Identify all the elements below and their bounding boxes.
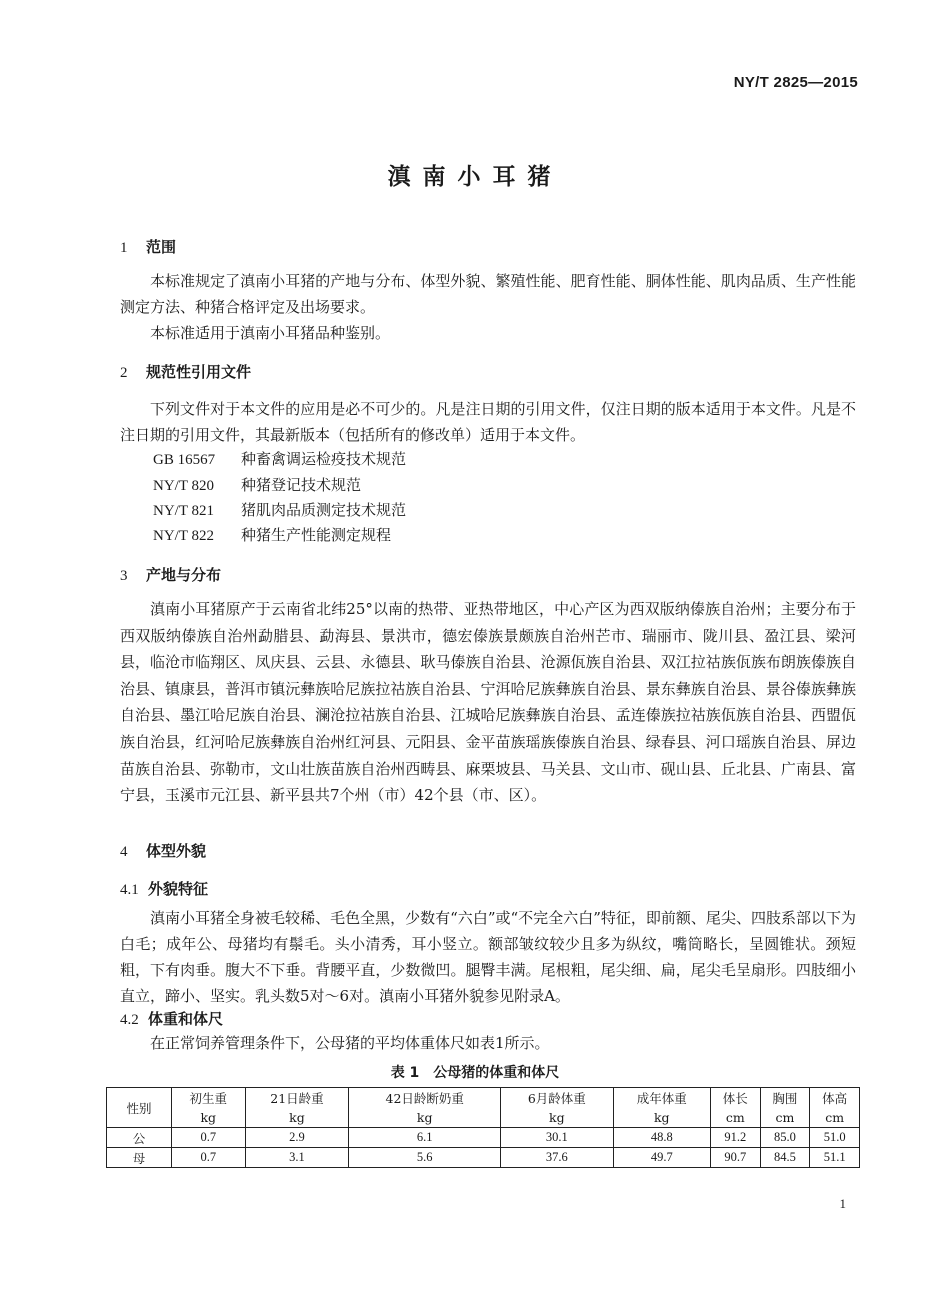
reference-title: 猪肌肉品质测定技术规范 bbox=[241, 501, 407, 519]
section-1-paragraph-1: 本标准规定了滇南小耳猪的产地与分布、体型外貌、繁殖性能、肥育性能、胴体性能、肌肉品质、生产性能测定方法、种猪合格评定及出场要求。 bbox=[120, 272, 856, 316]
table-cell-sex: 母 bbox=[107, 1148, 172, 1168]
table-row bbox=[107, 1128, 860, 1148]
table-header-unit: kg bbox=[245, 1108, 349, 1128]
table-cell: 51.1 bbox=[810, 1148, 860, 1168]
table-cell: 48.8 bbox=[613, 1128, 710, 1148]
reference-code: NY/T 822 bbox=[153, 528, 214, 544]
section-1-heading bbox=[120, 236, 176, 257]
section-3-paragraph-1: 滇南小耳猪原产于云南省北纬25°以南的热带、亚热带地区，中心产区为西双版纳傣族自治州；主要分布于西双版纳傣族自治州勐腊县、勐海县、景洪市，德宏傣族景颇族自治州芒市、瑞丽市、陇川县、盈江县、梁河县，临沧市临翔区、凤庆县、云县、永德县、耿马傣族自治县、沧源佤族自治县、双江拉祜族佤族布朗族傣族自治县、镇康县，普洱市镇沅彝族哈尼族拉祜族自治县、宁洱哈尼族彝族自治县、景东彝族自治县、景谷傣族彝族自治县、墨江哈尼族自治县、澜沧拉祜族自治县、江城哈尼族彝族自治县、孟连傣族拉祜族佤族自治县、西盟佤族自治县，红河哈尼族彝族自治州红河县、元阳县、金平苗族瑶族傣族自治县、绿春县、河口瑶族自治县、屏边苗族自治县、弥勒市，文山壮族苗族自治州西畴县、麻栗坡县、马关县、文山市、砚山县、丘北县、广南县、富宁县，玉溪市元江县、新平县共7个州（市）42个县（市、区）。 bbox=[120, 600, 856, 805]
reference-item bbox=[153, 474, 361, 495]
table-header-sex: 性别 bbox=[107, 1088, 172, 1128]
section-4-2-title: 体重和体尺 bbox=[148, 1010, 224, 1028]
reference-code: NY/T 820 bbox=[153, 478, 214, 494]
reference-code: NY/T 821 bbox=[153, 503, 214, 519]
table-1 bbox=[106, 1087, 860, 1168]
table-cell: 37.6 bbox=[501, 1148, 614, 1168]
section-1-number: 1 bbox=[120, 240, 128, 256]
table-cell: 5.6 bbox=[349, 1148, 501, 1168]
table-cell-sex: 公 bbox=[107, 1128, 172, 1148]
table-cell: 2.9 bbox=[245, 1128, 349, 1148]
table-1-caption: 表 1 公母猪的体重和体尺 bbox=[390, 1065, 560, 1081]
table-cell: 3.1 bbox=[245, 1148, 349, 1168]
section-4-1-number: 4.1 bbox=[120, 882, 139, 898]
table-header-unit: cm bbox=[810, 1108, 860, 1128]
table-header-name: 体高 bbox=[810, 1088, 860, 1108]
table-header-name: 初生重 bbox=[172, 1088, 246, 1108]
table-header-unit: kg bbox=[172, 1108, 246, 1128]
reference-title: 种畜禽调运检疫技术规范 bbox=[241, 450, 407, 468]
reference-title: 种猪生产性能测定规程 bbox=[241, 526, 392, 544]
table-header-name: 胸围 bbox=[760, 1088, 810, 1108]
table-cell: 91.2 bbox=[710, 1128, 760, 1148]
section-2-number: 2 bbox=[120, 365, 128, 381]
table-header-name: 42日龄断奶重 bbox=[349, 1088, 501, 1108]
section-4-2-number: 4.2 bbox=[120, 1012, 139, 1028]
table-header-unit: kg bbox=[349, 1108, 501, 1128]
table-header-name: 21日龄重 bbox=[245, 1088, 349, 1108]
table-header-name: 成年体重 bbox=[613, 1088, 710, 1108]
reference-title: 种猪登记技术规范 bbox=[241, 476, 362, 494]
table-header-name: 体长 bbox=[710, 1088, 760, 1108]
table-header-unit: kg bbox=[501, 1108, 614, 1128]
section-4-1-title: 外貌特征 bbox=[148, 880, 209, 898]
section-4-2-paragraph-1: 在正常饲养管理条件下，公母猪的平均体重体尺如表1所示。 bbox=[150, 1034, 550, 1052]
section-4-2-heading bbox=[120, 1008, 223, 1029]
section-3-title: 产地与分布 bbox=[146, 566, 222, 584]
section-1-title: 范围 bbox=[146, 238, 177, 256]
table-header-unit: cm bbox=[710, 1108, 760, 1128]
section-4-number: 4 bbox=[120, 844, 128, 860]
document-title: 滇南小耳猪 bbox=[387, 164, 563, 190]
table-row bbox=[107, 1148, 860, 1168]
section-1-paragraph-2: 本标准适用于滇南小耳猪品种鉴别。 bbox=[150, 324, 391, 342]
section-4-title: 体型外貌 bbox=[146, 842, 207, 860]
section-4-1-heading bbox=[120, 878, 208, 899]
table-header-unit: kg bbox=[613, 1108, 710, 1128]
table-cell: 49.7 bbox=[613, 1148, 710, 1168]
table-header-name: 6月龄体重 bbox=[501, 1088, 614, 1108]
section-3-number: 3 bbox=[120, 568, 128, 584]
reference-item bbox=[153, 499, 406, 520]
reference-item bbox=[153, 448, 406, 469]
section-2-title: 规范性引用文件 bbox=[146, 363, 252, 381]
section-2-heading bbox=[120, 361, 251, 382]
section-4-1-paragraph-1: 滇南小耳猪全身被毛较稀、毛色全黑，少数有“六白”或“不完全六白”特征，即前额、尾尖、四肢系部以下为白毛；成年公、母猪均有鬃毛。头小清秀，耳小竖立。额部皱纹较少且多为纵纹，嘴筒略长，呈圆锥状。颈短粗，下有肉垂。腹大不下垂。背腰平直，少数微凹。腿臀丰满。尾根粗，尾尖细、扁，尾尖毛呈扇形。四肢细小直立，蹄小、坚实。乳头数5对～6对。滇南小耳猪外貌参见附录A。 bbox=[120, 909, 856, 1005]
standard-number: NY/T 2825—2015 bbox=[733, 74, 858, 91]
table-header-unit: cm bbox=[760, 1108, 810, 1128]
table-cell: 0.7 bbox=[172, 1148, 246, 1168]
page-number: 1 bbox=[839, 1196, 846, 1211]
section-3-heading bbox=[120, 564, 221, 585]
table-cell: 30.1 bbox=[501, 1128, 614, 1148]
table-cell: 6.1 bbox=[349, 1128, 501, 1148]
section-2-paragraph-1: 下列文件对于本文件的应用是必不可少的。凡是注日期的引用文件，仅注日期的版本适用于本文件。凡是不注日期的引用文件，其最新版本（包括所有的修改单）适用于本文件。 bbox=[120, 400, 856, 444]
table-cell: 90.7 bbox=[710, 1148, 760, 1168]
reference-item bbox=[153, 524, 391, 545]
table-cell: 85.0 bbox=[760, 1128, 810, 1148]
table-cell: 51.0 bbox=[810, 1128, 860, 1148]
section-4-heading bbox=[120, 840, 206, 861]
table-cell: 0.7 bbox=[172, 1128, 246, 1148]
reference-code: GB 16567 bbox=[153, 452, 216, 468]
table-cell: 84.5 bbox=[760, 1148, 810, 1168]
